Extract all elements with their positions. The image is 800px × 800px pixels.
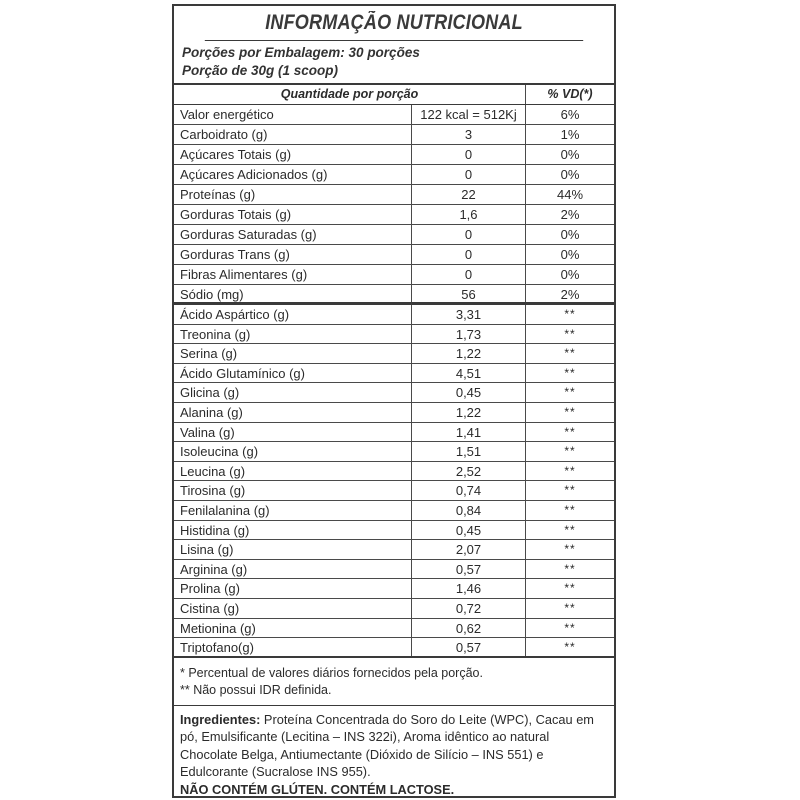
nutrient-name: Leucina (g)	[174, 462, 412, 481]
nutrient-amount: 1,73	[412, 325, 526, 344]
footnote-idr: ** Não possui IDR definida.	[180, 682, 332, 697]
nutrient-name: Valina (g)	[174, 423, 412, 442]
servings-per-package: Porções por Embalagem: 30 porções	[182, 45, 420, 60]
nutrient-amount: 0	[412, 245, 526, 264]
nutrient-dv: **	[564, 444, 576, 459]
nutrient-dv: 0%	[560, 267, 580, 282]
nutrient-dv: **	[564, 483, 576, 498]
nutrient-dv: **	[564, 326, 576, 341]
serving-info	[174, 41, 614, 85]
nutrient-amount: 1,46	[412, 579, 526, 598]
nutrient-name: Arginina (g)	[174, 560, 412, 579]
nutrient-name: Treonina (g)	[174, 325, 412, 344]
quantity-header: Quantidade por porção	[174, 85, 526, 104]
nutrient-row	[174, 205, 614, 225]
nutrient-amount: 0,84	[412, 501, 526, 520]
allergen-warning: NÃO CONTÉM GLÚTEN. CONTÉM LACTOSE.	[180, 782, 455, 798]
nutrient-name: Histidina (g)	[174, 521, 412, 540]
nutrient-amount: 4,51	[412, 364, 526, 383]
amino-acid-row	[174, 501, 614, 521]
nutrient-row	[174, 165, 614, 185]
nutrient-row	[174, 125, 614, 145]
nutrient-amount: 56	[412, 285, 526, 302]
nutrient-amount: 0,45	[412, 521, 526, 540]
panel-title: INFORMAÇÃO NUTRICIONAL	[205, 6, 583, 41]
nutrient-name: Prolina (g)	[174, 579, 412, 598]
nutrient-dv: 6%	[560, 107, 580, 122]
nutrient-dv: **	[564, 424, 576, 439]
nutrient-dv: 44%	[556, 187, 584, 202]
nutrient-dv: 0%	[560, 167, 580, 182]
nutrient-amount: 0,45	[412, 383, 526, 402]
amino-acid-row	[174, 325, 614, 345]
nutrient-dv: 0%	[560, 147, 580, 162]
nutrition-facts-panel	[172, 4, 616, 798]
nutrient-dv: **	[564, 542, 576, 557]
nutrient-amount: 0	[412, 225, 526, 244]
nutrient-amount: 0,62	[412, 619, 526, 638]
nutrient-name: Gorduras Saturadas (g)	[174, 225, 412, 244]
ingredients-text: Proteína Concentrada do Soro do Leite (WPC), Cacau em pó, Emulsificante (Lecitina – INS 322i), Aroma idêntico ao natural Chocolate Belga, Antiumectante (Dióxido de Silício – INS 551) e Edulcorante (Sucralose INS 955).	[180, 711, 594, 780]
nutrient-name: Ácido Aspártico (g)	[174, 305, 412, 324]
nutrient-dv: **	[564, 522, 576, 537]
nutrient-dv: **	[564, 346, 576, 361]
footnote-dv: * Percentual de valores diários fornecidos pela porção.	[180, 665, 483, 680]
nutrient-name: Açúcares Adicionados (g)	[174, 165, 412, 184]
nutrient-amount: 1,22	[412, 344, 526, 363]
nutrient-amount: 22	[412, 185, 526, 204]
nutrient-dv: **	[564, 307, 576, 321]
nutrient-dv: **	[564, 561, 576, 576]
nutrient-name: Açúcares Totais (g)	[174, 145, 412, 164]
nutrient-name: Alanina (g)	[174, 403, 412, 422]
nutrient-row	[174, 245, 614, 265]
nutrient-dv: **	[564, 463, 576, 478]
nutrient-amount: 0	[412, 165, 526, 184]
nutrient-name: Proteínas (g)	[174, 185, 412, 204]
nutrient-amount: 1,41	[412, 423, 526, 442]
nutrient-name: Metionina (g)	[174, 619, 412, 638]
nutrient-amount: 3,31	[412, 305, 526, 324]
nutrient-dv: **	[564, 365, 576, 380]
nutrient-dv: 0%	[560, 227, 580, 242]
dv-header: % VD(*)	[547, 87, 593, 101]
amino-acid-row	[174, 579, 614, 599]
nutrient-row	[174, 105, 614, 125]
amino-acid-row	[174, 599, 614, 619]
nutrient-row	[174, 285, 614, 305]
nutrient-dv: 0%	[560, 247, 580, 262]
amino-acid-row	[174, 305, 614, 325]
nutrient-name: Cistina (g)	[174, 599, 412, 618]
nutrient-name: Glicina (g)	[174, 383, 412, 402]
amino-acid-row	[174, 403, 614, 423]
ingredients-label: Ingredientes:	[180, 711, 261, 727]
nutrient-row	[174, 145, 614, 165]
nutrient-row	[174, 265, 614, 285]
nutrient-amount: 2,52	[412, 462, 526, 481]
amino-acid-row	[174, 364, 614, 384]
nutrient-amount: 0,57	[412, 560, 526, 579]
footnotes	[174, 658, 614, 706]
nutrient-amount: 3	[412, 125, 526, 144]
nutrient-amount: 0,57	[412, 638, 526, 656]
nutrient-dv: **	[564, 385, 576, 400]
nutrients-table	[174, 105, 614, 305]
nutrient-row	[174, 225, 614, 245]
nutrient-row	[174, 185, 614, 205]
nutrient-amount: 0,74	[412, 481, 526, 500]
nutrient-amount: 0,72	[412, 599, 526, 618]
nutrient-amount: 122 kcal = 512Kj	[412, 105, 526, 124]
amino-acids-table	[174, 305, 614, 658]
amino-acid-row	[174, 638, 614, 658]
nutrient-name: Triptofano(g)	[174, 638, 412, 656]
nutrient-amount: 1,51	[412, 442, 526, 461]
serving-size: Porção de 30g (1 scoop)	[182, 63, 339, 78]
nutrient-name: Valor energético	[174, 105, 412, 124]
nutrient-dv: **	[564, 581, 576, 596]
nutrient-dv: **	[564, 502, 576, 517]
nutrient-amount: 1,22	[412, 403, 526, 422]
nutrient-amount: 2,07	[412, 540, 526, 559]
nutrient-dv: **	[564, 640, 576, 655]
amino-acid-row	[174, 442, 614, 462]
amino-acid-row	[174, 344, 614, 364]
nutrient-name: Sódio (mg)	[174, 285, 412, 302]
amino-acid-row	[174, 560, 614, 580]
amino-acid-row	[174, 619, 614, 639]
nutrient-name: Gorduras Trans (g)	[174, 245, 412, 264]
ingredients	[174, 706, 614, 799]
amino-acid-row	[174, 383, 614, 403]
amino-acid-row	[174, 540, 614, 560]
amino-acid-row	[174, 481, 614, 501]
nutrient-amount: 0	[412, 265, 526, 284]
nutrient-name: Fibras Alimentares (g)	[174, 265, 412, 284]
nutrient-dv: 2%	[560, 207, 580, 222]
nutrient-dv: **	[564, 404, 576, 419]
nutrient-name: Lisina (g)	[174, 540, 412, 559]
nutrient-amount: 1,6	[412, 205, 526, 224]
nutrient-name: Ácido Glutamínico (g)	[174, 364, 412, 383]
amino-acid-row	[174, 423, 614, 443]
nutrient-name: Tirosina (g)	[174, 481, 412, 500]
amino-acid-row	[174, 521, 614, 541]
nutrient-amount: 0	[412, 145, 526, 164]
nutrient-dv: 1%	[560, 127, 580, 142]
nutrient-dv: **	[564, 620, 576, 635]
nutrient-dv: 2%	[560, 287, 580, 302]
amino-acid-row	[174, 462, 614, 482]
nutrient-name: Gorduras Totais (g)	[174, 205, 412, 224]
table-header	[174, 85, 614, 105]
nutrient-dv: **	[564, 600, 576, 615]
nutrient-name: Carboidrato (g)	[174, 125, 412, 144]
nutrient-name: Isoleucina (g)	[174, 442, 412, 461]
nutrient-name: Serina (g)	[174, 344, 412, 363]
nutrient-name: Fenilalanina (g)	[174, 501, 412, 520]
